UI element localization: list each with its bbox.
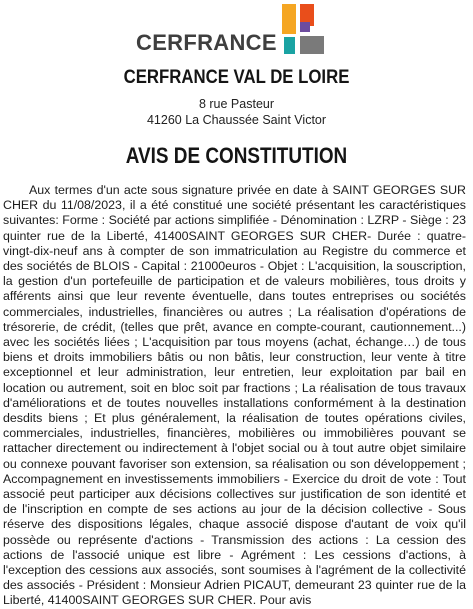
logo-block-grey: [300, 36, 324, 54]
logo-block-orange: [282, 4, 296, 34]
logo-block-teal: [284, 37, 295, 54]
notice-body: Aux termes d'un acte sous signature privée en date à SAINT GEORGES SUR CHER du 11/08/2023, il a été constitué une société présentant les caractéristiques suivantes: Forme : Société par actions simplifiée - Dénomination : LZRP - Siège : 23 quinter rue de la Liberté, 41400SAINT GEORGES SUR CHER- Durée : quatre-vingt-dix-neuf ans à compter de son immatriculation au Registre du commerce et des sociétés de BLOIS - Capital : 21000euros - Objet : L'acquisition, la souscription, la gestion d'un portefeuille de participation et de valeurs mobilières, tous droits y afférents ainsi que leur revente éventuelle, dans toutes entreprises ou sociétés commerciales, industrielles, financières ou autres ; La réalisation d'opérations de trésorerie, de crédit, (telles que prêt, avance en compte-courant, cautionnement...) avec les sociétés liées ; L'acquisition par tous moyens (achat, échange…) de tous biens et droits immobiliers bâtis ou non bâtis, leur construction, leur vente à titre exceptionnel et leur administration, leur entretien, leur exploitation par bail en location ou autrement, soit en bloc soit par fractions ; La réalisation de tous travaux d'améliorations et de toutes nouvelles installations conformément à la destination desdits biens ; Et plus généralement, la réalisation de toutes opérations civiles, commerciales, industrielles, financières, mobilières ou immobilières pouvant se rattacher directement ou indirectement à l'objet social ou à tout autre objet similaire ou connexe pouvant favoriser son extension, sa réalisation ou son développement ; Accompagnement en investissements immobiliers - Exercice du droit de vote : Tout associé peut participer aux décisions collectives sur justification de son identité et de l'inscription en compte de ses actions au jour de la décision collective - Sous réserve des dispositions légales, chaque associé dispose d'autant de voix qu'il possède ou représente d'actions - Transmission des actions : La cession des actions de l'associé unique est libre - Agrément : Les cessions d'actions, à l'exception des cessions aux associés, sont soumises à l'agrément de la collectivité des associés - Président : Monsieur Adrien PICAUT, demeurant 23 quinter rue de la Liberté, 41400SAINT GEORGES SUR CHER. Pour avis: [3, 183, 466, 608]
address-line-1: 8 rue Pasteur: [198, 97, 275, 111]
logo-block-purple: [300, 22, 310, 32]
logo-wordmark: CERFRANCE: [136, 30, 277, 55]
address-line-2: 41260 La Chaussée Saint Victor: [146, 113, 327, 127]
cerfrance-logo: [136, 4, 341, 54]
logo-mark-icon: [278, 4, 336, 54]
company-name: CERFRANCE VAL DE LOIRE: [123, 66, 350, 88]
notice-title: AVIS DE CONSTITUTION: [125, 143, 348, 168]
